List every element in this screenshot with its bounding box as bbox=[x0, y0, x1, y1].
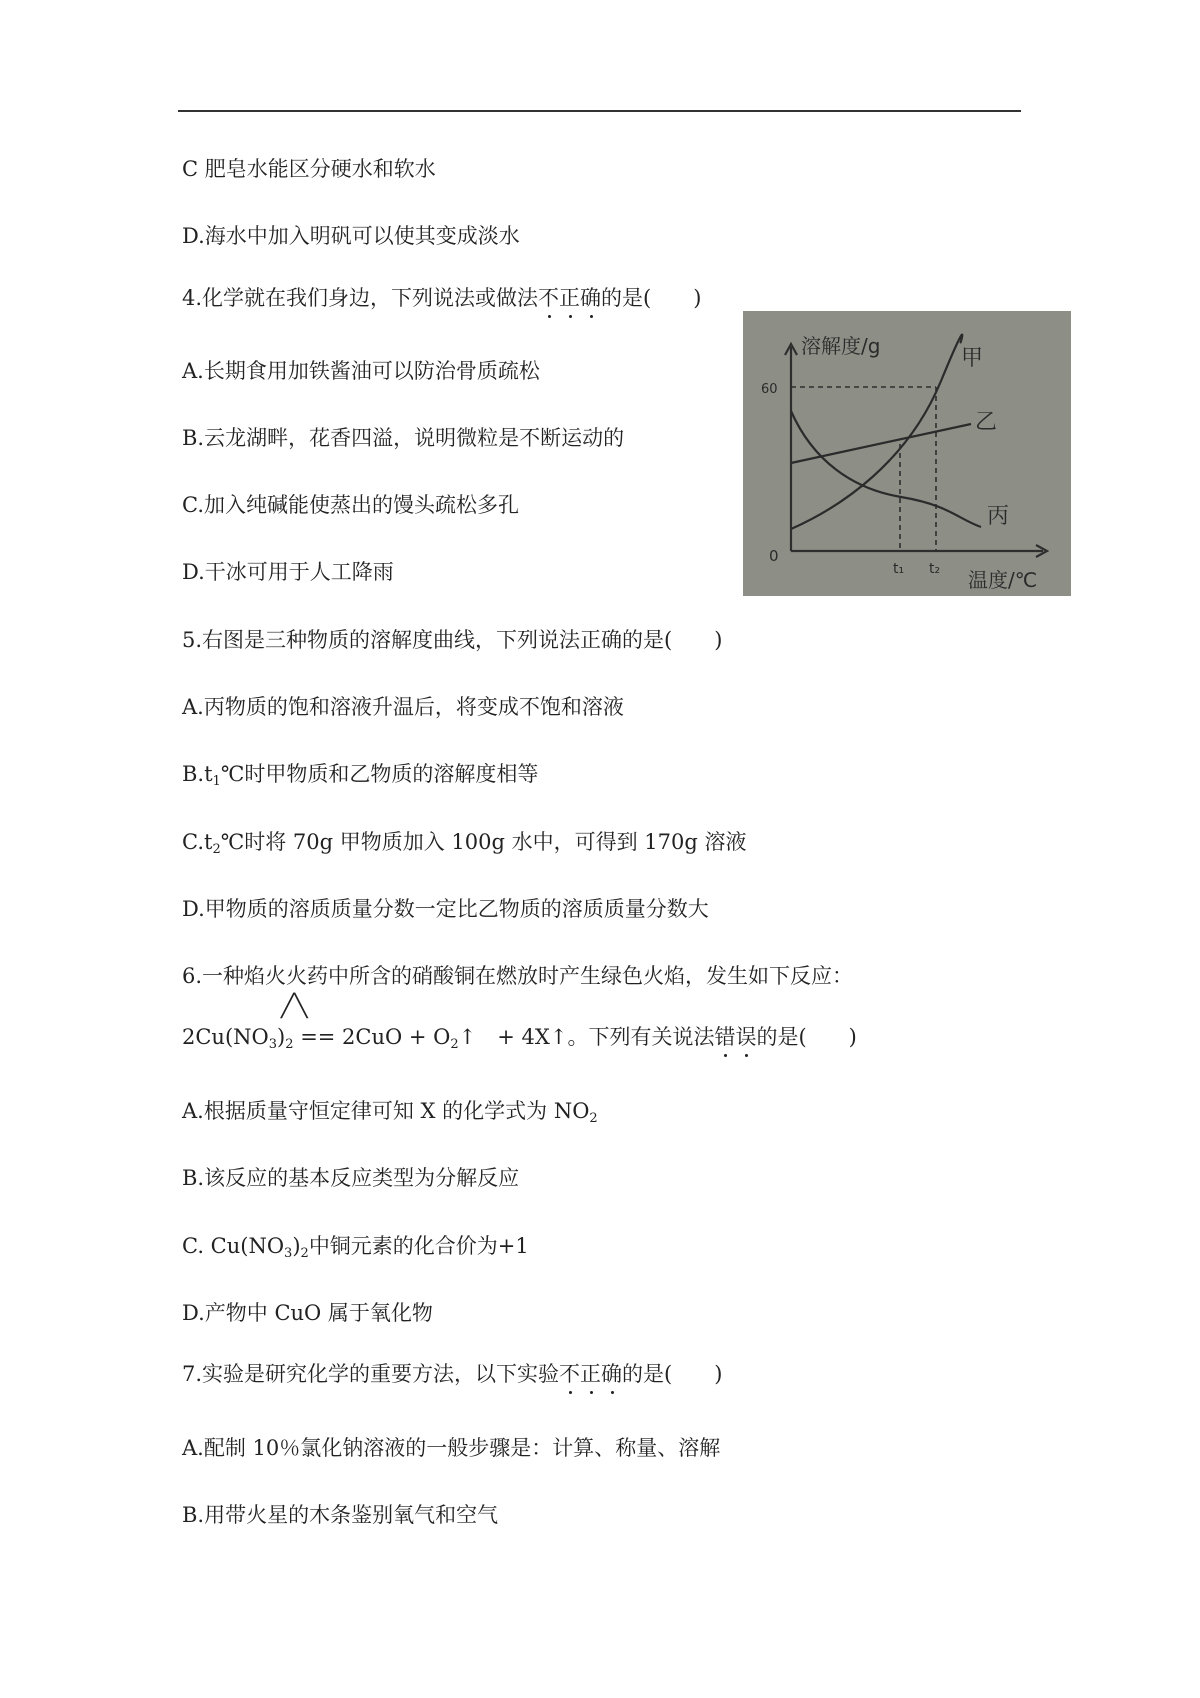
q6-option-c bbox=[182, 1232, 529, 1268]
q4-question bbox=[182, 284, 701, 312]
q6a-text: A.根据质量守恒定律可知 X 的化学式为 NO bbox=[182, 1099, 590, 1123]
series-label-jia: 甲 bbox=[961, 346, 984, 371]
series-label-bing: 丙 bbox=[987, 504, 1010, 529]
x-tick-t1: t₁ bbox=[893, 561, 905, 577]
q6-option-b: B.该反应的基本反应类型为分解反应 bbox=[182, 1166, 520, 1190]
heating-symbol: ╱╲ bbox=[281, 994, 308, 1019]
q5-option-c bbox=[182, 828, 746, 864]
q6c-post: 中铜元素的化合价为+1 bbox=[308, 1234, 529, 1258]
q3-option-d: D.海水中加入明矾可以使其变成淡水 bbox=[182, 224, 520, 248]
q7-option-b: B.用带火星的木条鉴别氧气和空气 bbox=[182, 1503, 499, 1527]
q5c-pre: C.t bbox=[182, 830, 213, 854]
eq-part-e: 的是( ) bbox=[756, 1025, 857, 1049]
eq-part-d: ↑ + 4X↑。下列有关说法 bbox=[458, 1025, 715, 1049]
q5-option-d: D.甲物质的溶质质量分数一定比乙物质的溶质质量分数大 bbox=[182, 897, 709, 921]
q5b-pre: B.t bbox=[182, 762, 213, 786]
x-tick-t2: t₂ bbox=[929, 561, 941, 577]
eq-part-a: 2Cu(NO bbox=[182, 1025, 269, 1049]
q6-option-d: D.产物中 CuO 属于氧化物 bbox=[182, 1301, 433, 1325]
header-rule bbox=[178, 110, 1021, 112]
q6-emph-2: 误 bbox=[735, 1025, 757, 1049]
solubility-chart-svg bbox=[743, 311, 1071, 596]
eq-sub-1: 3 bbox=[268, 1037, 278, 1052]
eq-part-c: == 2CuO + O bbox=[293, 1025, 451, 1049]
q4-text-post: 的是( ) bbox=[601, 286, 702, 310]
q5-option-a: A.丙物质的饱和溶液升温后，将变成不饱和溶液 bbox=[182, 695, 624, 719]
q4-option-c: C.加入纯碱能使蒸出的馒头疏松多孔 bbox=[182, 493, 519, 517]
q6c-sub-1: 3 bbox=[284, 1246, 293, 1261]
solubility-chart bbox=[743, 311, 1071, 596]
q6a-sub: 2 bbox=[589, 1111, 598, 1126]
q6c-mid: ) bbox=[292, 1234, 301, 1258]
q7-emph-1: 不 bbox=[559, 1362, 581, 1386]
series-label-yi: 乙 bbox=[975, 410, 998, 435]
q7-emph-2: 正 bbox=[580, 1362, 602, 1386]
q4-emph-2: 正 bbox=[559, 286, 581, 310]
q5b-post: ℃时甲物质和乙物质的溶解度相等 bbox=[220, 762, 539, 786]
eq-sub-2: 2 bbox=[285, 1037, 294, 1052]
q4-emph-1: 不 bbox=[538, 286, 560, 310]
origin-label: 0 bbox=[769, 547, 779, 565]
q7-option-a: A.配制 10％氯化钠溶液的一般步骤是：计算、称量、溶解 bbox=[182, 1436, 721, 1460]
q5-question: 5.右图是三种物质的溶解度曲线，下列说法正确的是( ) bbox=[182, 628, 723, 652]
q5c-post: ℃时将 70g 甲物质加入 100g 水中，可得到 170g 溶液 bbox=[220, 830, 747, 854]
q6-emph-1: 错 bbox=[714, 1025, 736, 1049]
q7-text-post: 的是( ) bbox=[622, 1362, 723, 1386]
q6-equation bbox=[182, 1023, 857, 1059]
q4-text-pre: 4.化学就在我们身边，下列说法或做法 bbox=[182, 286, 539, 310]
q7-text-pre: 7.实验是研究化学的重要方法，以下实验 bbox=[182, 1362, 560, 1386]
q6c-pre: C. Cu(NO bbox=[182, 1234, 285, 1258]
eq-sub-3: 2 bbox=[450, 1037, 459, 1052]
q6c-sub-2: 2 bbox=[300, 1246, 309, 1261]
y-axis-label: 溶解度/g bbox=[801, 334, 881, 358]
curve-yi bbox=[791, 424, 971, 463]
q5-option-b bbox=[182, 760, 538, 796]
q5c-sub: 2 bbox=[212, 842, 221, 857]
eq-part-b: ) bbox=[277, 1025, 286, 1049]
x-axis-label: 温度/℃ bbox=[968, 568, 1038, 592]
q4-option-a: A.长期食用加铁酱油可以防治骨质疏松 bbox=[182, 359, 540, 383]
q4-emph-3: 确 bbox=[580, 286, 602, 310]
y-tick-60: 60 bbox=[761, 382, 778, 397]
q3-option-c: C 肥皂水能区分硬水和软水 bbox=[182, 157, 436, 181]
q6-question: 6.一种焰火火药中所含的硝酸铜在燃放时产生绿色火焰，发生如下反应： bbox=[182, 964, 854, 988]
q4-option-b: B.云龙湖畔，花香四溢，说明微粒是不断运动的 bbox=[182, 426, 625, 450]
q7-emph-3: 确 bbox=[601, 1362, 623, 1386]
q6-option-a bbox=[182, 1097, 598, 1133]
q4-option-d: D.干冰可用于人工降雨 bbox=[182, 560, 394, 584]
q7-question bbox=[182, 1360, 722, 1388]
q5b-sub: 1 bbox=[212, 774, 221, 789]
